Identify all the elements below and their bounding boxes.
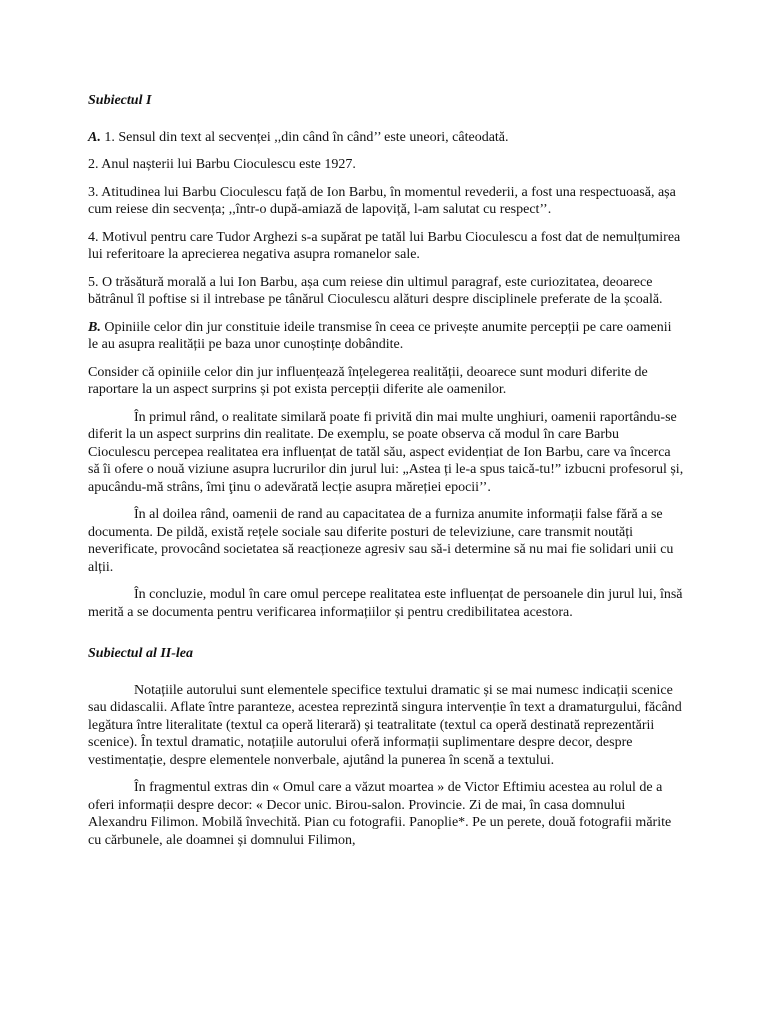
answer-2: 2. Anul nașterii lui Barbu Cioculescu este 1927. xyxy=(88,157,356,172)
answer-5: 5. O trăsătură morală a lui Ion Barbu, așa cum reiese din ultimul paragraf, este curiozitatea, deoarece bătrânul îl poftise si il intrebase pe tânărul Cioculescu alături despre disciplinele preferate de la școală. xyxy=(88,274,663,307)
document-body xyxy=(88,92,684,859)
answer-1-text: 1. Sensul din text al secvenței ,,din când în când’’ este uneori, câteodată. xyxy=(104,129,509,145)
section-heading-subiectul-2: Subiectul al II-lea xyxy=(88,646,194,661)
essay-argument-1: În primul rând, o realitate similară poate fi privită din mai multe unghiuri, oamenii raportându-se diferit la un aspect surprins din realitate. De exemplu, se poate observa că modul în care Barbu Cioculescu percepea realitatea era influențat de tatăl său, aspect evidențiat de Ion Barbu, care va încerca să îi ofere o nouă viziune asupra lucrurilor din jurul lui: „Astea ți le-a spus taică-tu!” izbucni profesorul și, apucându-mă strâns, îmi ţinu o adevărată lecție asupra măreției epocii’’. xyxy=(88,409,684,495)
part-b-intro xyxy=(88,319,684,354)
answer-3: 3. Atitudinea lui Barbu Cioculescu față de Ion Barbu, în momentul revederii, a fost una respectuoasă, așa cum reiese din secvența; ,,într-o după-amiază de lapoviță, l-am salutat cu respect’’. xyxy=(88,184,676,217)
section-heading-subiectul-1: Subiectul I xyxy=(88,93,152,108)
essay-conclusion: În concluzie, modul în care omul percepe realitatea este influențat de persoanele din jurul lui, însă merită a se documenta pentru verificarea informațiilor și pentru credibilitatea acestora. xyxy=(88,587,683,620)
part-b-intro-text: Opiniile celor din jur constituie ideile transmise în ceea ce privește anumite percepții pe care oamenii le au asupra realității pe baza unor cunoștințe dobândite. xyxy=(88,319,672,352)
essay-thesis: Consider că opiniile celor din jur influențează înțelegerea realității, deoarece sunt moduri diferite de raportare la un aspect surprins și pot exista percepții diferite ale oamenilor. xyxy=(88,364,648,397)
answer-4: 4. Motivul pentru care Tudor Arghezi s-a supărat pe tatăl lui Barbu Cioculescu a fost dat de nemulțumirea lui referitoare la aprecierea negativa asupra romanelor sale. xyxy=(88,229,681,262)
subject2-paragraph-2: În fragmentul extras din « Omul care a văzut moartea » de Victor Eftimiu acestea au rolul de a oferi informații despre decor: « Decor unic. Birou-salon. Provincie. Zi de mai, în casa domnului Alexandru Filimon. Mobilă învechită. Pian cu fotografii. Panoplie*. Pe un perete, două fotografii mărite cu cărbunele, ale doamnei și domnului Filimon, xyxy=(88,780,672,848)
answer-a1 xyxy=(88,129,684,147)
subject2-paragraph-1: Notațiile autorului sunt elementele specifice textului dramatic și se mai numesc indicații scenice sau didascalii. Aflate între paranteze, acestea reprezintă singura intervenție în text a dramaturgului, făcând legătura între literalitate (textul ca operă literară) și teatralitate (textul ca operă destinată reprezentării scenice). În textul dramatic, notațiile autorului oferă informații suplimentare despre decor, despre vestimentație, despre elementele nonverbale, ajutând la punerea în scenă a textului. xyxy=(88,682,682,768)
part-b-marker: B. xyxy=(88,319,101,335)
part-a-marker: A. xyxy=(88,129,101,145)
essay-argument-2: În al doilea rând, oamenii de rand au capacitatea de a furniza anumite informații false fără a se documenta. De pildă, există rețele sociale sau diferite posturi de televiziune, care transmit noutăți neverificate, provocând societatea să reacționeze agresiv sau să-i determine să nu mai fie solidari unii cu alții. xyxy=(88,507,674,575)
